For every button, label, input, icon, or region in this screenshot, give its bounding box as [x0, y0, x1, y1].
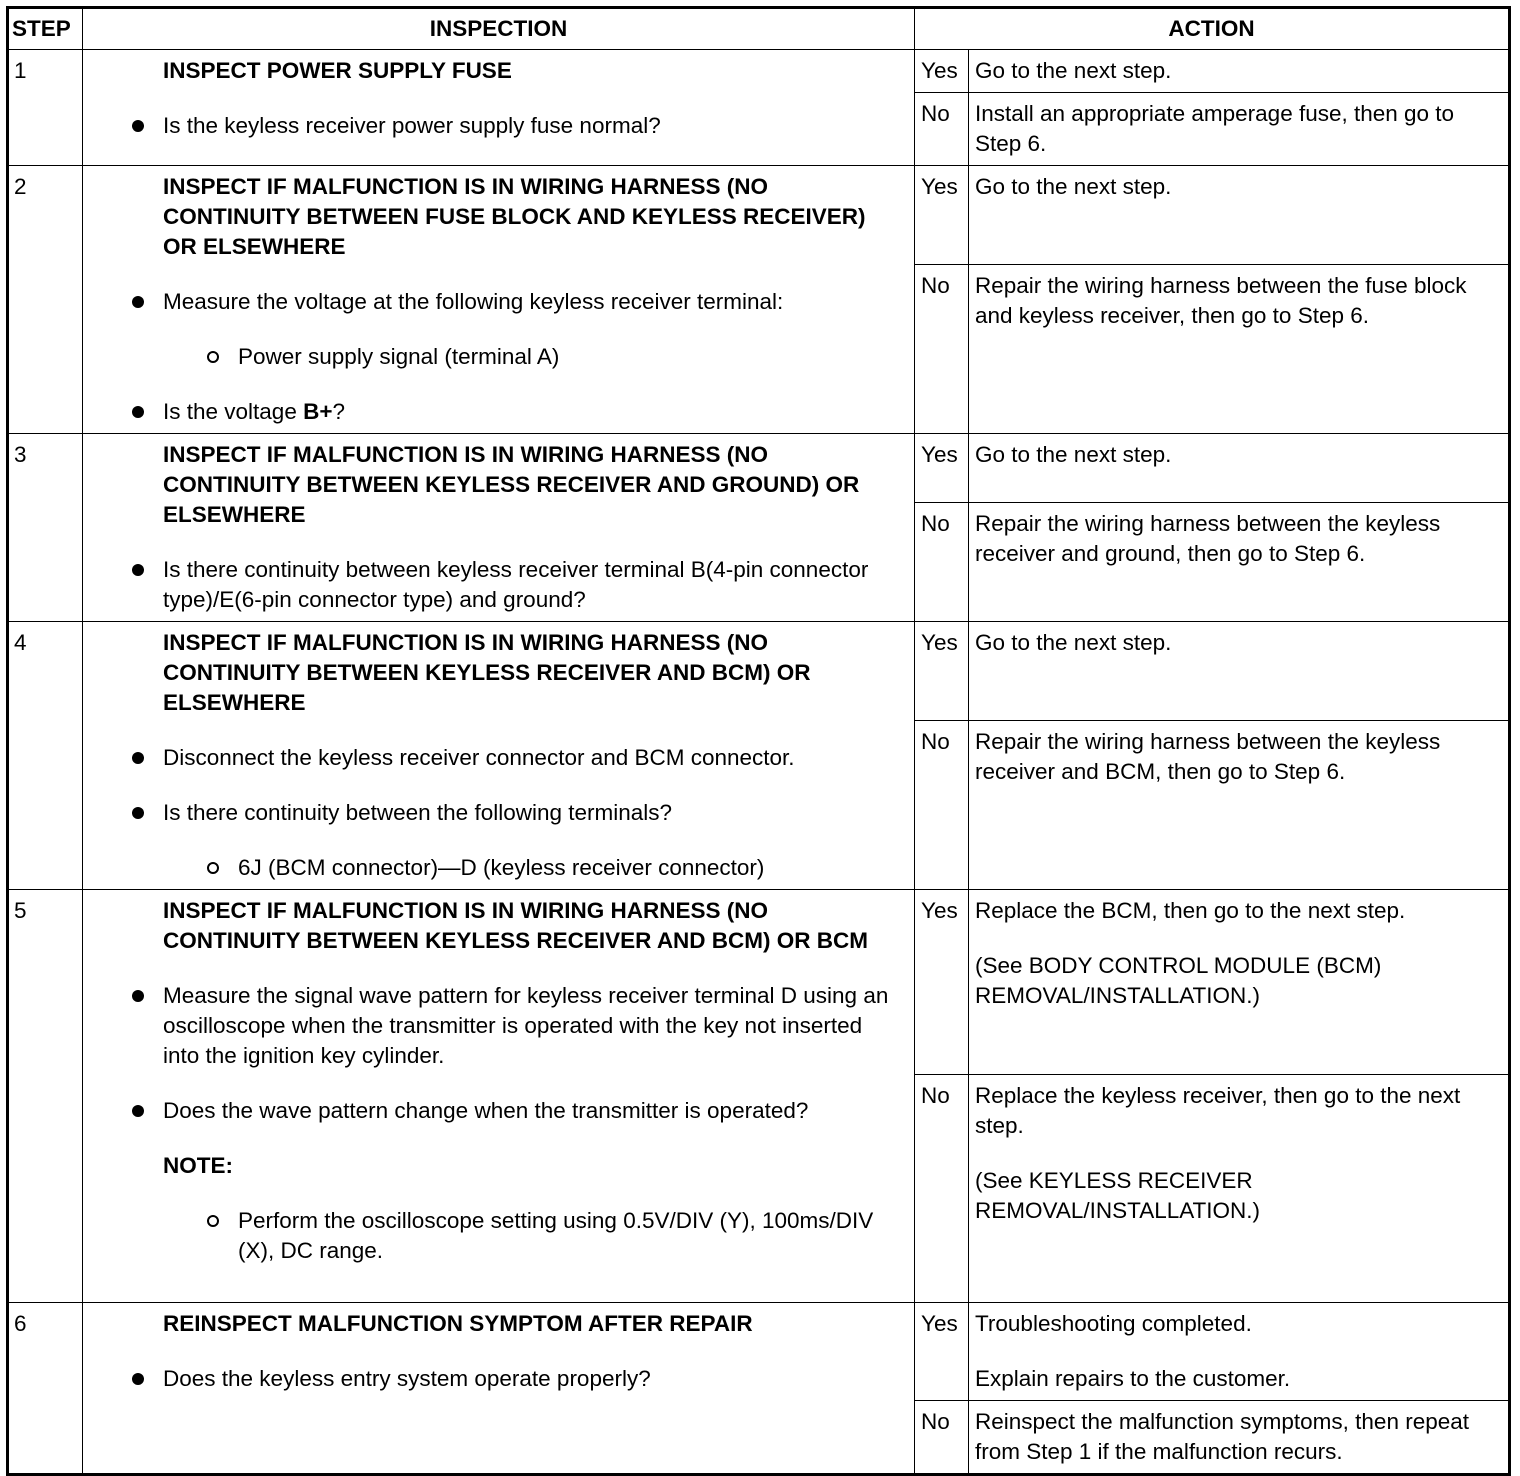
- bullet-icon: [132, 406, 144, 418]
- bullet-icon: [132, 807, 144, 819]
- inspection-title: INSPECT IF MALFUNCTION IS IN WIRING HARNESS (NO CONTINUITY BETWEEN KEYLESS RECEIVER AND BCM) OR BCM: [163, 898, 869, 953]
- inspection-cell: [83, 166, 915, 434]
- no-label: No: [915, 1401, 969, 1475]
- no-label: No: [915, 265, 969, 434]
- header-inspection: INSPECTION: [83, 8, 915, 50]
- step-number: 2: [8, 166, 83, 434]
- yes-label: Yes: [915, 1303, 969, 1401]
- bullet-icon: [132, 752, 144, 764]
- no-action: Repair the wiring harness between the keyless receiver and BCM, then go to Step 6.: [969, 721, 1510, 890]
- bullet-icon: [132, 990, 144, 1002]
- yes-label: Yes: [915, 622, 969, 721]
- no-label: No: [915, 93, 969, 166]
- inspection-cell: [83, 434, 915, 622]
- inspection-cell: [83, 622, 915, 890]
- inspection-title: INSPECT IF MALFUNCTION IS IN WIRING HARNESS (NO CONTINUITY BETWEEN FUSE BLOCK AND KEYLESS RECEIVER) OR ELSEWHERE: [163, 174, 866, 259]
- circle-bullet-icon: [207, 351, 219, 363]
- step-3-yes-row: [8, 434, 1510, 503]
- step-1-yes-row: [8, 50, 1510, 93]
- yes-action: Troubleshooting completed. Explain repairs to the customer.: [969, 1303, 1510, 1401]
- no-label: No: [915, 1075, 969, 1303]
- inspection-bullet: Measure the signal wave pattern for keyless receiver terminal D using an oscilloscope when the transmitter is operated with the key not inserted into the ignition key cylinder.: [163, 981, 904, 1071]
- troubleshooting-table: [6, 6, 1511, 1476]
- no-action: Repair the wiring harness between the fuse block and keyless receiver, then go to Step 6.: [969, 265, 1510, 434]
- step-number: 4: [8, 622, 83, 890]
- step-2-yes-row: [8, 166, 1510, 265]
- step-number: 1: [8, 50, 83, 166]
- bullet-icon: [132, 564, 144, 576]
- no-action: Repair the wiring harness between the keyless receiver and ground, then go to Step 6.: [969, 503, 1510, 622]
- yes-action: Go to the next step.: [969, 166, 1510, 265]
- yes-label: Yes: [915, 890, 969, 1075]
- inspection-bullet: Does the keyless entry system operate properly?: [163, 1364, 904, 1394]
- no-label: No: [915, 503, 969, 622]
- step-6-yes-row: [8, 1303, 1510, 1401]
- bullet-icon: [132, 1373, 144, 1385]
- inspection-bullet: Is there continuity between the following terminals?: [163, 798, 904, 828]
- yes-label: Yes: [915, 434, 969, 503]
- inspection-bullet: Is the keyless receiver power supply fuse normal?: [163, 111, 904, 141]
- inspection-bullet: Is there continuity between keyless receiver terminal B(4-pin connector type)/E(6-pin connector type) and ground?: [163, 555, 904, 615]
- inspection-cell: [83, 890, 915, 1303]
- yes-action: Go to the next step.: [969, 434, 1510, 503]
- step-number: 3: [8, 434, 83, 622]
- step-5-yes-row: [8, 890, 1510, 1075]
- header-step: STEP: [8, 8, 83, 50]
- inspection-sub-item: Perform the oscilloscope setting using 0.5V/DIV (Y), 100ms/DIV (X), DC range.: [238, 1206, 904, 1266]
- yes-label: Yes: [915, 166, 969, 265]
- no-action: Reinspect the malfunction symptoms, then repeat from Step 1 if the malfunction recurs.: [969, 1401, 1510, 1475]
- inspection-title: REINSPECT MALFUNCTION SYMPTOM AFTER REPAIR: [163, 1311, 753, 1336]
- no-label: No: [915, 721, 969, 890]
- yes-action: Replace the BCM, then go to the next step. (See BODY CONTROL MODULE (BCM) REMOVAL/INSTALLATION.): [969, 890, 1510, 1075]
- yes-label: Yes: [915, 50, 969, 93]
- inspection-sub-item: Power supply signal (terminal A): [238, 342, 904, 372]
- inspection-title: INSPECT POWER SUPPLY FUSE: [163, 58, 512, 83]
- inspection-title: INSPECT IF MALFUNCTION IS IN WIRING HARNESS (NO CONTINUITY BETWEEN KEYLESS RECEIVER AND BCM) OR ELSEWHERE: [163, 630, 811, 715]
- inspection-bullet: Is the voltage B+?: [163, 397, 904, 427]
- bullet-icon: [132, 296, 144, 308]
- inspection-title: INSPECT IF MALFUNCTION IS IN WIRING HARNESS (NO CONTINUITY BETWEEN KEYLESS RECEIVER AND GROUND) OR ELSEWHERE: [163, 442, 860, 527]
- bullet-icon: [132, 1105, 144, 1117]
- header-row: [8, 8, 1510, 50]
- no-action: Install an appropriate amperage fuse, then go to Step 6.: [969, 93, 1510, 166]
- inspection-cell: [83, 1303, 915, 1475]
- step-number: 5: [8, 890, 83, 1303]
- inspection-sub-item: 6J (BCM connector)—D (keyless receiver connector): [238, 853, 904, 883]
- step-4-yes-row: [8, 622, 1510, 721]
- inspection-bullet: Disconnect the keyless receiver connector and BCM connector.: [163, 743, 904, 773]
- yes-action: Go to the next step.: [969, 622, 1510, 721]
- step-number: 6: [8, 1303, 83, 1475]
- circle-bullet-icon: [207, 862, 219, 874]
- no-action: Replace the keyless receiver, then go to the next step. (See KEYLESS RECEIVER REMOVAL/INSTALLATION.): [969, 1075, 1510, 1303]
- bullet-icon: [132, 120, 144, 132]
- inspection-cell: [83, 50, 915, 166]
- circle-bullet-icon: [207, 1215, 219, 1227]
- note-label: NOTE:: [163, 1153, 233, 1178]
- header-action: ACTION: [915, 8, 1510, 50]
- yes-action: Go to the next step.: [969, 50, 1510, 93]
- inspection-bullet: Does the wave pattern change when the transmitter is operated?: [163, 1096, 904, 1126]
- inspection-bullet: Measure the voltage at the following keyless receiver terminal:: [163, 287, 904, 317]
